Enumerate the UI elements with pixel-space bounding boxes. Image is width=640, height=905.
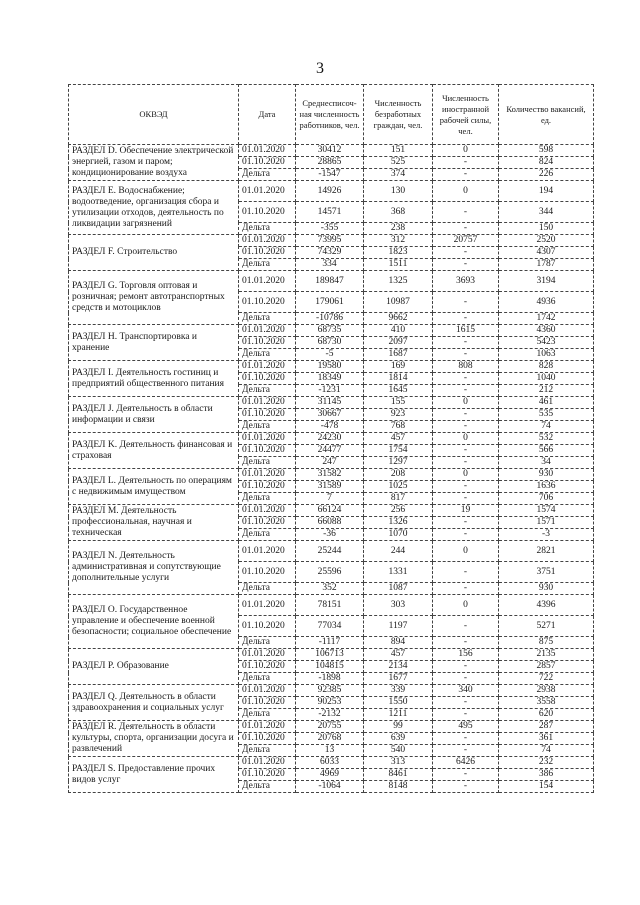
cell-avg-workers: 104815 [296, 661, 364, 673]
table-row [69, 235, 594, 247]
cell-date: 01.10.2020 [239, 733, 296, 745]
cell-vacancies: 4360 [499, 325, 594, 337]
cell-date: Дельта [239, 223, 296, 235]
header-avg-workers: Среднесписоч-ная численность работников, чел. [296, 85, 364, 145]
cell-unemployed: 1754 [364, 445, 433, 457]
cell-unemployed: 1511 [364, 259, 433, 271]
cell-vacancies: 930 [499, 469, 594, 481]
header-date: Дата [239, 85, 296, 145]
cell-unemployed: 1550 [364, 697, 433, 709]
cell-avg-workers: 31582 [296, 469, 364, 481]
cell-vacancies: 875 [499, 637, 594, 649]
cell-unemployed: 1070 [364, 529, 433, 541]
page-number: 3 [316, 60, 324, 77]
cell-avg-workers: 90253 [296, 697, 364, 709]
cell-unemployed: 313 [364, 757, 433, 769]
table-row [69, 181, 594, 202]
cell-foreign-workers: - [433, 697, 499, 709]
cell-unemployed: 130 [364, 181, 433, 202]
cell-vacancies: 1571 [499, 517, 594, 529]
cell-foreign-workers: - [433, 661, 499, 673]
cell-date: Дельта [239, 493, 296, 505]
cell-vacancies: 1063 [499, 349, 594, 361]
cell-avg-workers: 352 [296, 583, 364, 595]
cell-vacancies: 1574 [499, 505, 594, 517]
cell-foreign-workers: - [433, 562, 499, 583]
cell-vacancies: 74 [499, 745, 594, 757]
cell-date: 01.10.2020 [239, 247, 296, 259]
cell-date: 01.01.2020 [239, 505, 296, 517]
table-row [69, 397, 594, 409]
cell-avg-workers: 106713 [296, 649, 364, 661]
cell-foreign-workers: 495 [433, 721, 499, 733]
header-vacancies: Количество вакансий, ед. [499, 85, 594, 145]
cell-foreign-workers: - [433, 409, 499, 421]
section-name: РАЗДЕЛ G. Торговля оптовая и розничная; ремонт автотранспортных средств и мотоциклов [69, 271, 239, 325]
cell-vacancies: 620 [499, 709, 594, 721]
section-name: РАЗДЕЛ L. Деятельность по операциям с недвижимым имуществом [69, 469, 239, 505]
cell-avg-workers: -1547 [296, 169, 364, 181]
cell-date: Дельта [239, 637, 296, 649]
cell-date: 01.10.2020 [239, 661, 296, 673]
cell-unemployed: 768 [364, 421, 433, 433]
cell-avg-workers: 247 [296, 457, 364, 469]
cell-unemployed: 540 [364, 745, 433, 757]
section-name: РАЗДЕЛ M. Деятельность профессиональная, научная и техническая [69, 505, 239, 541]
cell-vacancies: 706 [499, 493, 594, 505]
cell-unemployed: 1677 [364, 673, 433, 685]
cell-vacancies: 2520 [499, 235, 594, 247]
cell-avg-workers: -1064 [296, 781, 364, 793]
cell-unemployed: 2097 [364, 337, 433, 349]
cell-avg-workers: 179061 [296, 292, 364, 313]
cell-avg-workers: 68735 [296, 325, 364, 337]
cell-avg-workers: 74329 [296, 247, 364, 259]
cell-unemployed: 1197 [364, 616, 433, 637]
cell-date: Дельта [239, 349, 296, 361]
cell-avg-workers: 18349 [296, 373, 364, 385]
cell-foreign-workers: - [433, 373, 499, 385]
section-name: РАЗДЕЛ R. Деятельность в области культуры, спорта, организации досуга и развлечений [69, 721, 239, 757]
cell-date: 01.10.2020 [239, 202, 296, 223]
cell-date: Дельта [239, 457, 296, 469]
cell-foreign-workers: - [433, 745, 499, 757]
cell-foreign-workers: - [433, 493, 499, 505]
header-unemployed: Численность безработных граждан, чел. [364, 85, 433, 145]
cell-date: Дельта [239, 259, 296, 271]
cell-avg-workers: -36 [296, 529, 364, 541]
cell-unemployed: 169 [364, 361, 433, 373]
cell-avg-workers: 13 [296, 745, 364, 757]
cell-date: 01.10.2020 [239, 445, 296, 457]
cell-date: 01.10.2020 [239, 769, 296, 781]
cell-foreign-workers: - [433, 637, 499, 649]
cell-unemployed: 8461 [364, 769, 433, 781]
section-name: РАЗДЕЛ O. Государственное управление и обеспечение военной безопасности; социальное обеспечение [69, 595, 239, 649]
cell-unemployed: 923 [364, 409, 433, 421]
cell-unemployed: 244 [364, 541, 433, 562]
cell-foreign-workers: - [433, 583, 499, 595]
cell-foreign-workers: 19 [433, 505, 499, 517]
cell-avg-workers: -478 [296, 421, 364, 433]
cell-vacancies: 2821 [499, 541, 594, 562]
cell-date: Дельта [239, 745, 296, 757]
cell-vacancies: 532 [499, 433, 594, 445]
cell-date: 01.10.2020 [239, 562, 296, 583]
table-row [69, 145, 594, 157]
cell-foreign-workers: 0 [433, 433, 499, 445]
cell-avg-workers: -10786 [296, 313, 364, 325]
cell-unemployed: 457 [364, 649, 433, 661]
cell-foreign-workers: - [433, 169, 499, 181]
cell-vacancies: 4936 [499, 292, 594, 313]
cell-vacancies: 386 [499, 769, 594, 781]
cell-vacancies: 1742 [499, 313, 594, 325]
cell-avg-workers: -1117 [296, 637, 364, 649]
cell-date: 01.10.2020 [239, 373, 296, 385]
cell-foreign-workers: - [433, 349, 499, 361]
cell-date: Дельта [239, 313, 296, 325]
cell-vacancies: 1787 [499, 259, 594, 271]
cell-foreign-workers: 1615 [433, 325, 499, 337]
cell-avg-workers: 30412 [296, 145, 364, 157]
cell-vacancies: 212 [499, 385, 594, 397]
cell-avg-workers: 24230 [296, 433, 364, 445]
cell-foreign-workers: - [433, 223, 499, 235]
cell-unemployed: 1331 [364, 562, 433, 583]
cell-unemployed: 457 [364, 433, 433, 445]
cell-avg-workers: -2132 [296, 709, 364, 721]
cell-foreign-workers: - [433, 517, 499, 529]
cell-vacancies: 287 [499, 721, 594, 733]
cell-vacancies: 344 [499, 202, 594, 223]
cell-foreign-workers: - [433, 781, 499, 793]
cell-unemployed: 9662 [364, 313, 433, 325]
cell-vacancies: 3751 [499, 562, 594, 583]
cell-foreign-workers: - [433, 673, 499, 685]
cell-unemployed: 155 [364, 397, 433, 409]
cell-vacancies: 824 [499, 157, 594, 169]
cell-vacancies: 535 [499, 409, 594, 421]
cell-date: Дельта [239, 385, 296, 397]
cell-vacancies: 4307 [499, 247, 594, 259]
cell-foreign-workers: - [433, 202, 499, 223]
cell-avg-workers: 6033 [296, 757, 364, 769]
cell-vacancies: 3558 [499, 697, 594, 709]
cell-foreign-workers: 0 [433, 397, 499, 409]
cell-date: 01.01.2020 [239, 361, 296, 373]
cell-foreign-workers: - [433, 157, 499, 169]
cell-foreign-workers: - [433, 709, 499, 721]
cell-vacancies: 194 [499, 181, 594, 202]
cell-foreign-workers: - [433, 529, 499, 541]
table-row [69, 595, 594, 616]
cell-unemployed: 312 [364, 235, 433, 247]
cell-avg-workers: 66088 [296, 517, 364, 529]
cell-avg-workers: 30667 [296, 409, 364, 421]
table-row [69, 433, 594, 445]
cell-foreign-workers: - [433, 733, 499, 745]
cell-vacancies: 232 [499, 757, 594, 769]
cell-avg-workers: 78151 [296, 595, 364, 616]
cell-unemployed: 1823 [364, 247, 433, 259]
cell-unemployed: 525 [364, 157, 433, 169]
cell-unemployed: 374 [364, 169, 433, 181]
cell-unemployed: 1297 [364, 457, 433, 469]
cell-avg-workers: 14571 [296, 202, 364, 223]
cell-date: 01.01.2020 [239, 325, 296, 337]
cell-unemployed: 1814 [364, 373, 433, 385]
cell-date: 01.01.2020 [239, 397, 296, 409]
cell-date: Дельта [239, 583, 296, 595]
table-row [69, 361, 594, 373]
cell-avg-workers: 189847 [296, 271, 364, 292]
table-row [69, 649, 594, 661]
cell-unemployed: 8148 [364, 781, 433, 793]
cell-foreign-workers: - [433, 385, 499, 397]
cell-foreign-workers: 0 [433, 541, 499, 562]
cell-vacancies: 1040 [499, 373, 594, 385]
cell-foreign-workers: - [433, 337, 499, 349]
cell-date: 01.01.2020 [239, 271, 296, 292]
table-row [69, 505, 594, 517]
cell-date: 01.01.2020 [239, 541, 296, 562]
cell-date: Дельта [239, 781, 296, 793]
cell-vacancies: 598 [499, 145, 594, 157]
cell-date: Дельта [239, 709, 296, 721]
cell-vacancies: 5423 [499, 337, 594, 349]
cell-foreign-workers: - [433, 457, 499, 469]
cell-vacancies: 361 [499, 733, 594, 745]
cell-foreign-workers: 340 [433, 685, 499, 697]
cell-avg-workers: 4969 [296, 769, 364, 781]
cell-unemployed: 10987 [364, 292, 433, 313]
table-row [69, 325, 594, 337]
cell-foreign-workers: 20757 [433, 235, 499, 247]
cell-avg-workers: 20755 [296, 721, 364, 733]
cell-avg-workers: 7 [296, 493, 364, 505]
cell-vacancies: 930 [499, 583, 594, 595]
cell-vacancies: 74 [499, 421, 594, 433]
cell-foreign-workers: - [433, 445, 499, 457]
cell-foreign-workers: - [433, 247, 499, 259]
cell-vacancies: 1636 [499, 481, 594, 493]
section-name: РАЗДЕЛ S. Предоставление прочих видов услуг [69, 757, 239, 793]
cell-vacancies: 150 [499, 223, 594, 235]
cell-avg-workers: 31589 [296, 481, 364, 493]
cell-date: 01.10.2020 [239, 697, 296, 709]
cell-date: 01.10.2020 [239, 517, 296, 529]
table-row [69, 469, 594, 481]
cell-foreign-workers: 6426 [433, 757, 499, 769]
cell-unemployed: 1211 [364, 709, 433, 721]
cell-unemployed: 1087 [364, 583, 433, 595]
cell-avg-workers: 14926 [296, 181, 364, 202]
section-name: РАЗДЕЛ D. Обеспечение электрической энергией, газом и паром; кондиционирование воздуха [69, 145, 239, 181]
cell-foreign-workers: 808 [433, 361, 499, 373]
cell-avg-workers: 73995 [296, 235, 364, 247]
cell-avg-workers: 25596 [296, 562, 364, 583]
cell-unemployed: 99 [364, 721, 433, 733]
table-row [69, 541, 594, 562]
cell-vacancies: 154 [499, 781, 594, 793]
cell-date: 01.01.2020 [239, 181, 296, 202]
cell-unemployed: 256 [364, 505, 433, 517]
cell-date: 01.01.2020 [239, 235, 296, 247]
cell-avg-workers: 20768 [296, 733, 364, 745]
cell-unemployed: 639 [364, 733, 433, 745]
cell-date: 01.10.2020 [239, 481, 296, 493]
cell-vacancies: 828 [499, 361, 594, 373]
cell-unemployed: 238 [364, 223, 433, 235]
table-row [69, 271, 594, 292]
cell-vacancies: 226 [499, 169, 594, 181]
cell-unemployed: 1325 [364, 271, 433, 292]
cell-date: 01.01.2020 [239, 757, 296, 769]
cell-unemployed: 339 [364, 685, 433, 697]
table-row [69, 721, 594, 733]
cell-date: 01.01.2020 [239, 145, 296, 157]
section-name: РАЗДЕЛ H. Транспортировка и хранение [69, 325, 239, 361]
cell-vacancies: 461 [499, 397, 594, 409]
cell-unemployed: 1687 [364, 349, 433, 361]
cell-unemployed: 303 [364, 595, 433, 616]
cell-unemployed: 410 [364, 325, 433, 337]
section-name: РАЗДЕЛ F. Строительство [69, 235, 239, 271]
cell-date: Дельта [239, 673, 296, 685]
cell-vacancies: 3194 [499, 271, 594, 292]
cell-foreign-workers: 156 [433, 649, 499, 661]
cell-date: Дельта [239, 421, 296, 433]
cell-foreign-workers: 3693 [433, 271, 499, 292]
header-row [69, 85, 594, 145]
cell-vacancies: 2938 [499, 685, 594, 697]
cell-avg-workers: 66124 [296, 505, 364, 517]
cell-foreign-workers: 0 [433, 469, 499, 481]
cell-avg-workers: -1898 [296, 673, 364, 685]
cell-avg-workers: -5 [296, 349, 364, 361]
cell-avg-workers: 19580 [296, 361, 364, 373]
cell-foreign-workers: - [433, 421, 499, 433]
cell-vacancies: -3 [499, 529, 594, 541]
section-name: РАЗДЕЛ J. Деятельность в области информации и связи [69, 397, 239, 433]
cell-avg-workers: 28865 [296, 157, 364, 169]
cell-avg-workers: 25244 [296, 541, 364, 562]
cell-date: 01.01.2020 [239, 433, 296, 445]
cell-unemployed: 2134 [364, 661, 433, 673]
cell-unemployed: 151 [364, 145, 433, 157]
cell-foreign-workers: - [433, 769, 499, 781]
cell-vacancies: 722 [499, 673, 594, 685]
cell-unemployed: 894 [364, 637, 433, 649]
cell-date: 01.10.2020 [239, 337, 296, 349]
cell-date: 01.01.2020 [239, 595, 296, 616]
section-name: РАЗДЕЛ E. Водоснабжение; водоотведение, организация сбора и утилизации отходов, деятельность по ликвидации загрязнений [69, 181, 239, 235]
header-foreign-workers: Численность иностранной рабочей силы, чел. [433, 85, 499, 145]
cell-unemployed: 1645 [364, 385, 433, 397]
cell-unemployed: 1025 [364, 481, 433, 493]
cell-vacancies: 2857 [499, 661, 594, 673]
cell-date: 01.10.2020 [239, 409, 296, 421]
table-header [69, 85, 594, 145]
cell-vacancies: 4396 [499, 595, 594, 616]
cell-foreign-workers: 0 [433, 181, 499, 202]
table-row [69, 757, 594, 769]
cell-avg-workers: 92385 [296, 685, 364, 697]
cell-vacancies: 2135 [499, 649, 594, 661]
cell-avg-workers: 24477 [296, 445, 364, 457]
cell-date: 01.01.2020 [239, 721, 296, 733]
cell-foreign-workers: - [433, 616, 499, 637]
cell-vacancies: 5271 [499, 616, 594, 637]
cell-avg-workers: 334 [296, 259, 364, 271]
header-okved: ОКВЭД [69, 85, 239, 145]
cell-foreign-workers: - [433, 259, 499, 271]
cell-vacancies: 34 [499, 457, 594, 469]
cell-avg-workers: -355 [296, 223, 364, 235]
cell-unemployed: 1326 [364, 517, 433, 529]
cell-unemployed: 368 [364, 202, 433, 223]
cell-avg-workers: 68730 [296, 337, 364, 349]
section-name: РАЗДЕЛ N. Деятельность административная и сопутствующие дополнительные услуги [69, 541, 239, 595]
cell-avg-workers: 31145 [296, 397, 364, 409]
section-name: РАЗДЕЛ Q. Деятельность в области здравоохранения и социальных услуг [69, 685, 239, 721]
section-name: РАЗДЕЛ I. Деятельность гостиниц и предприятий общественного питания [69, 361, 239, 397]
table-body [69, 145, 594, 793]
cell-date: 01.10.2020 [239, 616, 296, 637]
cell-unemployed: 208 [364, 469, 433, 481]
cell-date: Дельта [239, 169, 296, 181]
cell-avg-workers: -1231 [296, 385, 364, 397]
cell-avg-workers: 77034 [296, 616, 364, 637]
cell-foreign-workers: - [433, 313, 499, 325]
cell-foreign-workers: - [433, 481, 499, 493]
cell-date: 01.01.2020 [239, 649, 296, 661]
cell-foreign-workers: 0 [433, 595, 499, 616]
cell-date: Дельта [239, 529, 296, 541]
section-name: РАЗДЕЛ P. Образование [69, 649, 239, 685]
cell-unemployed: 817 [364, 493, 433, 505]
cell-foreign-workers: 0 [433, 145, 499, 157]
section-name: РАЗДЕЛ K. Деятельность финансовая и страховая [69, 433, 239, 469]
cell-date: 01.10.2020 [239, 292, 296, 313]
cell-date: 01.10.2020 [239, 157, 296, 169]
cell-vacancies: 566 [499, 445, 594, 457]
cell-date: 01.01.2020 [239, 469, 296, 481]
cell-date: 01.01.2020 [239, 685, 296, 697]
employment-table [68, 84, 594, 793]
cell-foreign-workers: - [433, 292, 499, 313]
table-row [69, 685, 594, 697]
